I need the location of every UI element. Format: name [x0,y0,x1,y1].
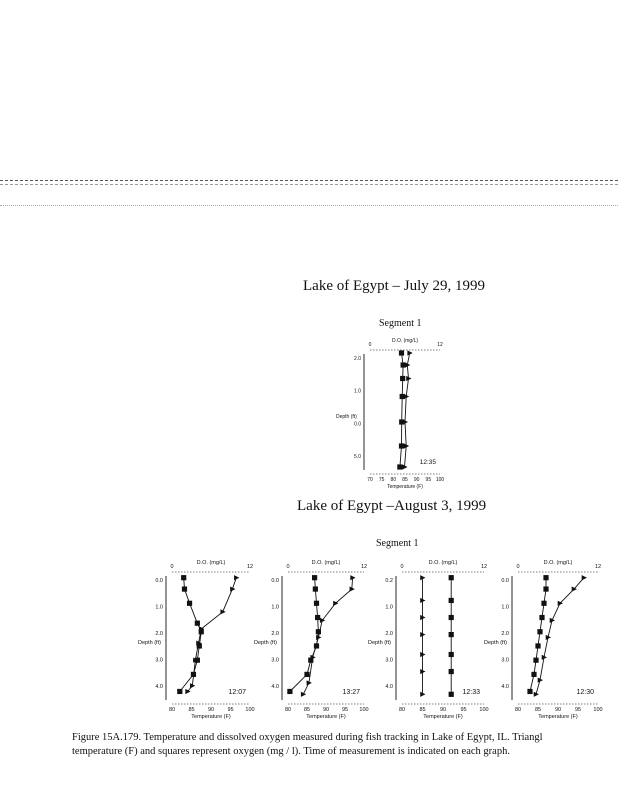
temperature-tick-label: 100 [593,707,603,713]
oxygen-axis-title: D.O. (mg/L) [543,560,573,566]
oxygen-axis-title: D.O. (mg/L) [196,560,226,566]
oxygen-axis-title: D.O. (mg/L) [391,338,419,344]
temperature-point [234,575,239,580]
oxygen-line [180,578,202,692]
oxygen-point [449,669,454,674]
depth-axis-title: Depth (ft) [254,640,277,646]
oxygen-point [314,643,319,648]
temperature-tick-label: 80 [398,707,406,713]
oxygen-point [449,575,454,580]
depth-tick-label: 1.0 [271,604,279,611]
oxygen-point [400,376,405,381]
temperature-tick-label: 100 [359,707,369,713]
oxygen-point [195,621,200,626]
temperature-point [185,689,190,694]
temperature-point [320,618,325,623]
temperature-axis-title: Temperature (F) [306,714,346,720]
oxygen-max-label: 12 [360,564,368,570]
depth-tick-label: 1.0 [354,388,361,395]
caption-line-2: temperature (F) and squares represent oxygen (mg / l). Time of measurement is indicated on each graph. [72,746,510,757]
temperature-point [406,376,411,381]
segment-label-august: Segment 1 [376,538,419,549]
temperature-tick-label: 80 [390,477,397,483]
depth-tick-label: 4.0 [271,684,279,690]
oxygen-point [399,350,404,355]
temperature-point [407,350,412,355]
oxygen-point [197,643,202,648]
oxygen-point [449,598,454,603]
oxygen-point [449,615,454,620]
temperature-tick-label: 85 [419,707,426,713]
depth-tick-label: 0.2 [385,578,393,584]
temperature-tick-label: 100 [435,477,445,483]
temperature-tick-label: 100 [245,707,255,713]
oxygen-point [315,615,320,620]
measurement-time: 12:33 [462,689,480,696]
oxygen-point [533,658,538,663]
oxygen-point [313,586,318,591]
oxygen-point [401,362,406,367]
oxygen-min-label: 0 [286,564,290,570]
temperature-point [301,692,306,697]
oxygen-point [399,419,404,424]
oxygen-point [287,689,292,694]
oxygen-point [314,601,319,606]
measurement-time: 12:30 [576,689,594,696]
temperature-tick-label: 85 [188,707,195,713]
depth-tick-label: 2.0 [155,631,163,637]
temperature-line [405,353,410,467]
temperature-tick-label: 90 [207,707,215,713]
caption-line-1: Figure 15A.179. Temperature and dissolved oxygen measured during fish tracking in Lake of Egypt, IL. Triangl [72,732,543,743]
depth-tick-label: 1.0 [501,604,509,611]
oxygen-point [449,632,454,637]
oxygen-axis-title: D.O. (mg/L) [428,560,458,566]
measurement-time: 13:27 [342,689,360,696]
depth-tick-label: 3.0 [271,657,279,664]
depth-tick-label: 3.0 [155,657,163,664]
oxygen-point [535,643,540,648]
temperature-tick-label: 85 [303,707,311,713]
temperature-tick-label: 95 [341,707,349,713]
oxygen-point [181,575,186,580]
temperature-tick-label: 85 [534,707,542,713]
temperature-tick-label: 95 [425,477,432,483]
oxygen-point [397,464,402,469]
depth-tick-label: 1.0 [155,604,163,611]
depth-tick-label: 2.0 [271,631,279,637]
figure-caption [72,731,618,759]
oxygen-point [449,652,454,657]
depth-tick-label: 2.0 [354,356,361,362]
oxygen-point [541,601,546,606]
temperature-tick-label: 95 [574,707,582,713]
depth-tick-label: 0.0 [501,578,509,584]
temperature-tick-label: 95 [460,707,467,713]
oxygen-max-label: 12 [594,564,602,570]
depth-tick-label: 4.0 [155,684,163,690]
depth-tick-label: 0.0 [354,421,361,428]
oxygen-point [539,615,544,620]
temperature-point [350,575,355,580]
temperature-tick-label: 95 [227,707,234,713]
oxygen-point [177,689,182,694]
oxygen-point [182,586,187,591]
depth-tick-label: 0.0 [271,578,279,584]
segment-label-july: Segment 1 [379,318,422,329]
oxygen-line [290,578,319,692]
depth-tick-label: 2.0 [501,631,509,637]
temperature-tick-label: 90 [322,707,330,713]
oxygen-point [449,692,454,697]
temperature-axis-title: Temperature (F) [387,484,423,490]
oxygen-max-label: 12 [480,564,488,570]
depth-tick-label: 3.0 [501,657,509,664]
temperature-tick-label: 80 [514,707,522,713]
depth-tick-label: 1.0 [385,604,393,611]
oxygen-point [316,629,321,634]
temperature-axis-title: Temperature (F) [538,714,578,720]
temperature-point [582,575,587,580]
oxygen-point [195,658,200,663]
oxygen-point [543,575,548,580]
oxygen-point [191,672,196,677]
oxygen-point [400,394,405,399]
depth-tick-label: 2.0 [385,631,393,637]
oxygen-axis-title: D.O. (mg/L) [311,560,341,566]
temperature-tick-label: 100 [479,707,489,713]
oxygen-point [543,586,548,591]
oxygen-min-label: 0 [170,564,174,570]
depth-axis-title: Depth (ft) [336,414,357,420]
temperature-line [303,578,352,695]
temperature-tick-label: 85 [402,477,408,483]
oxygen-max-label: 12 [246,564,254,570]
oxygen-max-label: 12 [437,342,443,348]
oxygen-point [537,629,542,634]
chart-title-august: Lake of Egypt –August 3, 1999 [297,498,487,514]
depth-tick-label: 0.0 [155,578,163,584]
temperature-tick-label: 90 [413,477,420,483]
oxygen-point [399,443,404,448]
oxygen-point [312,575,317,580]
temperature-tick-label: 90 [439,707,447,713]
oxygen-point [187,601,192,606]
measurement-time: 12:35 [419,459,436,466]
oxygen-min-label: 0 [400,564,404,570]
oxygen-point [199,629,204,634]
temperature-tick-label: 80 [168,707,176,713]
temperature-point [550,618,555,623]
chart-title-july: Lake of Egypt – July 29, 1999 [303,278,486,294]
oxygen-min-label: 0 [368,342,372,348]
depth-axis-title: Depth (ft) [484,640,507,646]
oxygen-min-label: 0 [516,564,520,570]
oxygen-point [308,658,313,663]
temperature-axis-title: Temperature (F) [423,714,463,720]
measurement-time: 12:07 [228,689,246,696]
temperature-line [536,578,584,695]
temperature-tick-label: 90 [554,707,562,713]
oxygen-point [531,672,536,677]
temperature-axis-title: Temperature (F) [191,714,231,720]
temperature-tick-label: 70 [367,477,373,483]
depth-tick-label: 4.0 [385,684,393,690]
temperature-tick-label: 80 [284,707,292,713]
oxygen-point [527,689,532,694]
depth-tick-label: 5.0 [354,454,361,460]
depth-tick-label: 3.0 [385,657,393,664]
oxygen-line [400,353,403,467]
oxygen-point [304,672,309,677]
depth-axis-title: Depth (ft) [368,640,391,646]
temperature-tick-label: 75 [378,477,385,483]
depth-axis-title: Depth (ft) [138,640,161,646]
depth-tick-label: 4.0 [501,684,509,690]
